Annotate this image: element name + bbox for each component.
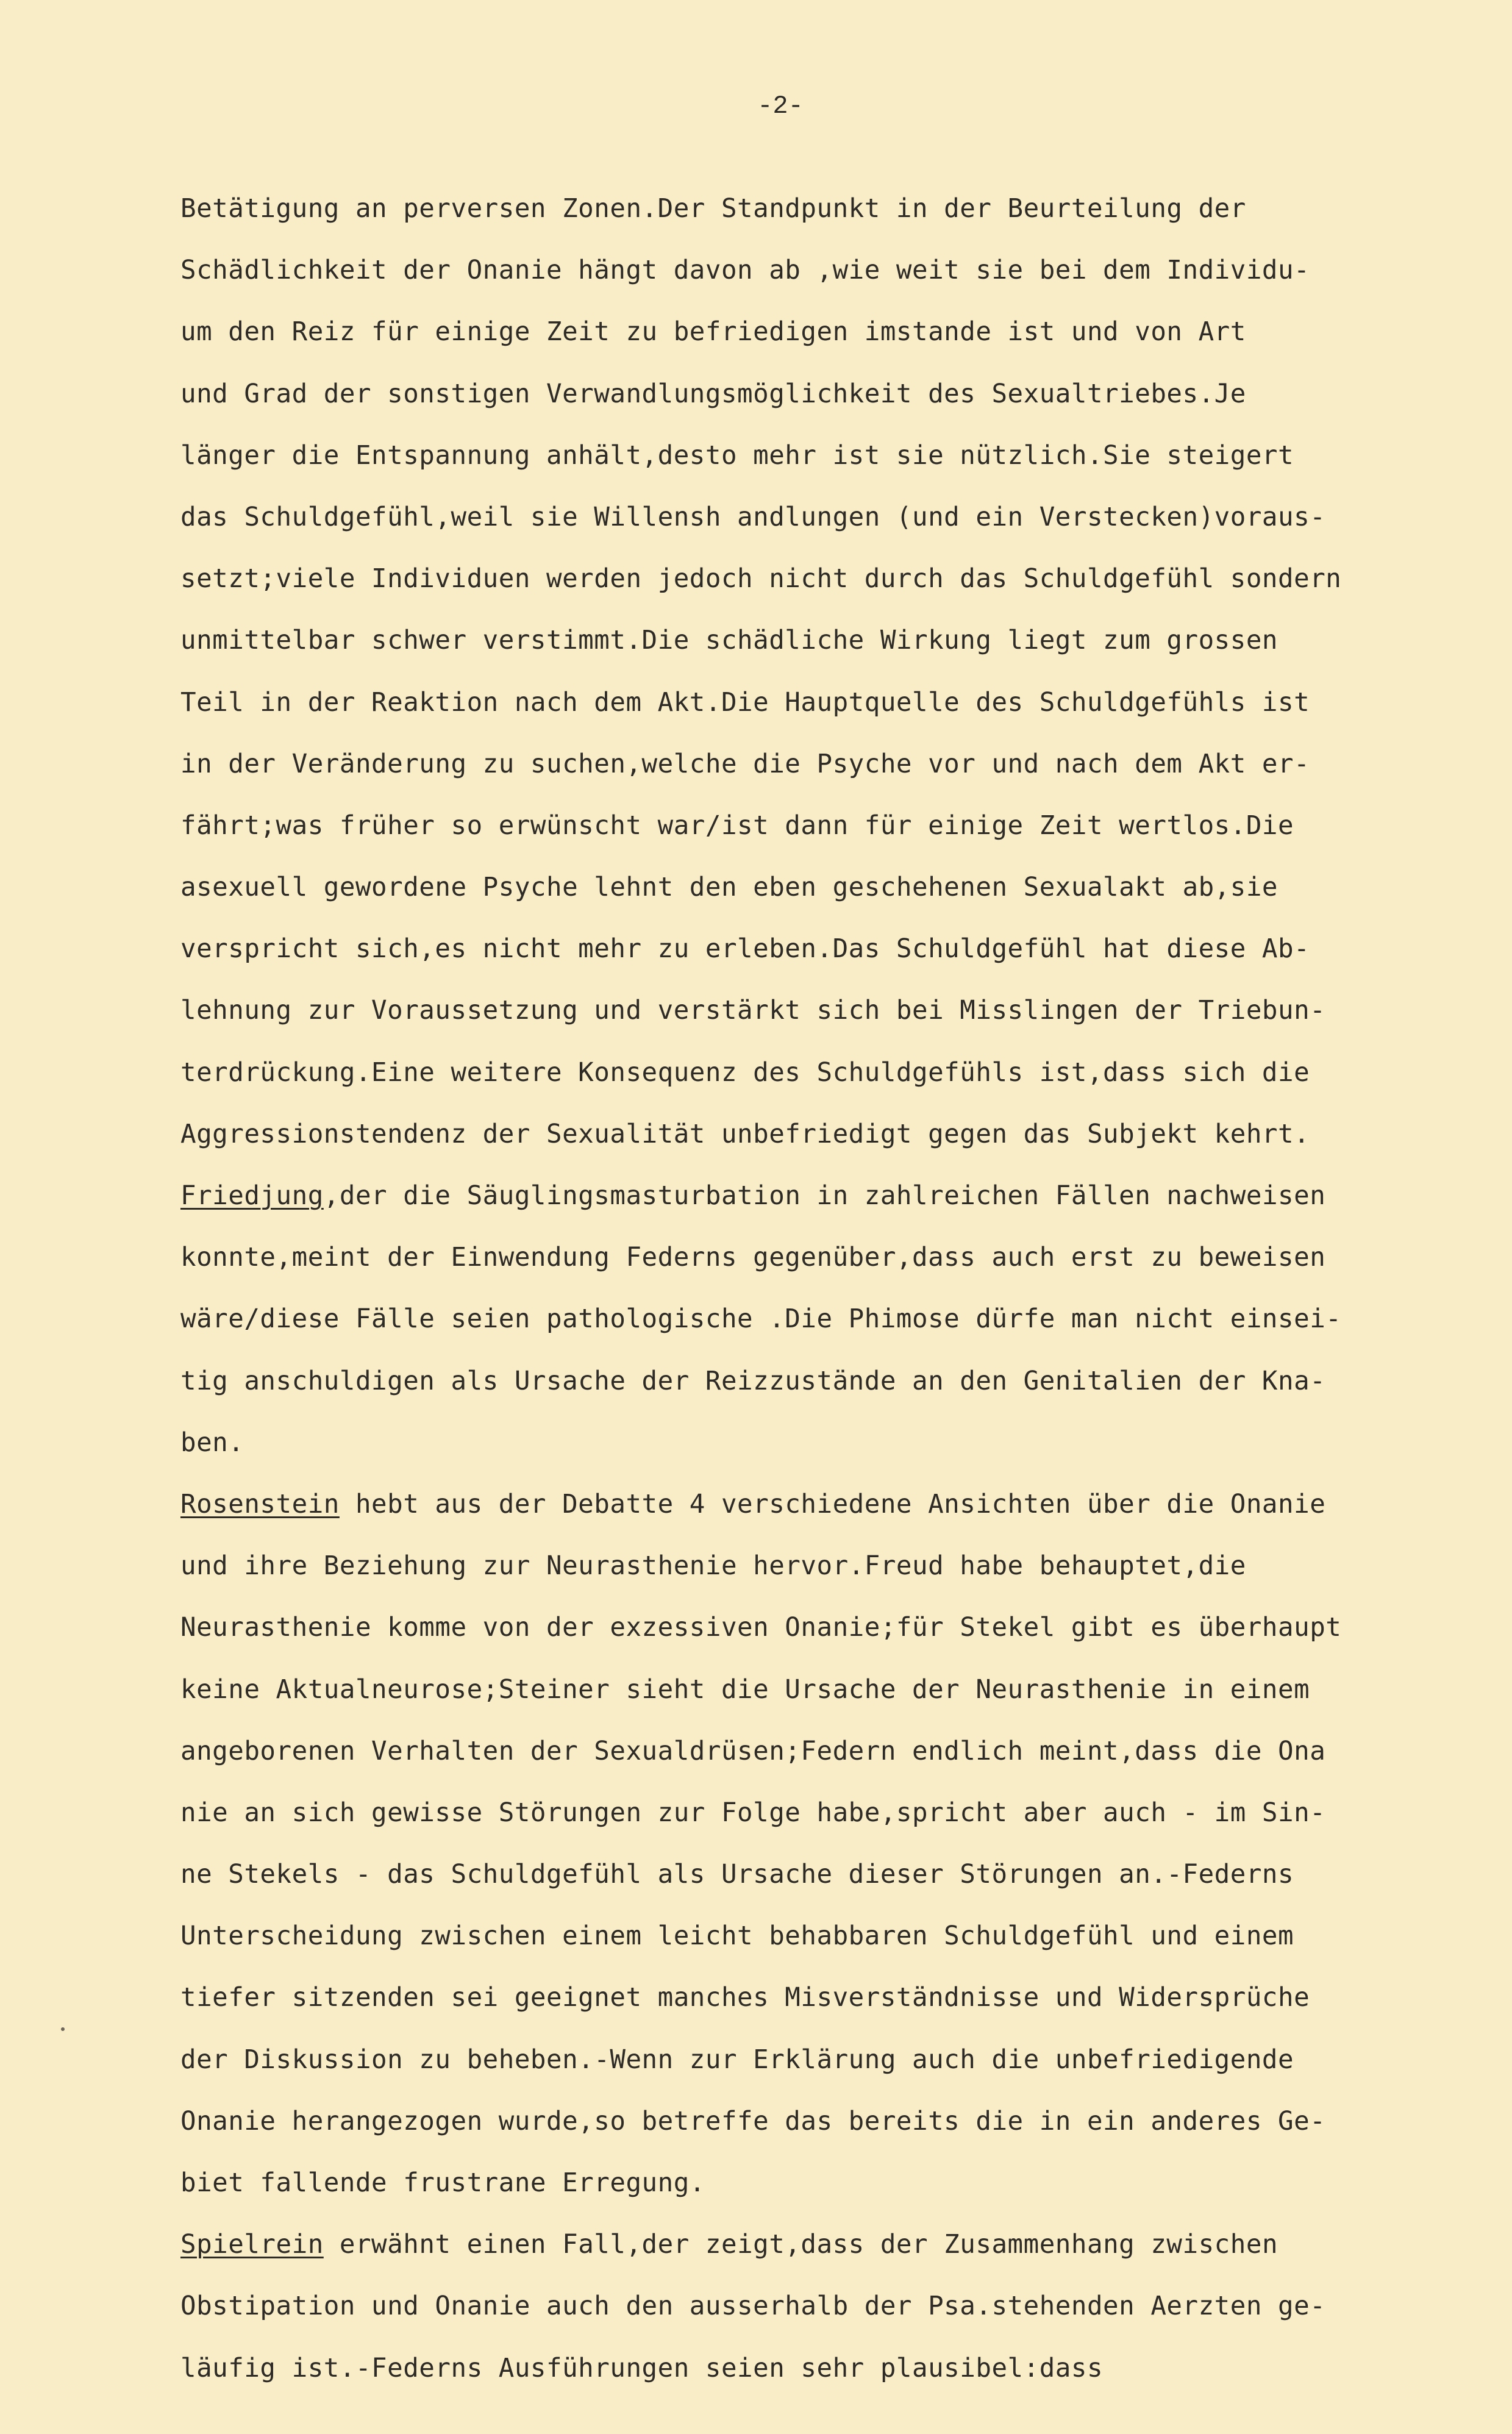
text-line: ben. xyxy=(180,1427,244,1458)
text-line: der Diskussion zu beheben.-Wenn zur Erklärung auch die unbefriedigende xyxy=(180,2044,1294,2075)
text-line: konnte,meint der Einwendung Federns gegenüber,dass auch erst zu beweisen xyxy=(180,1243,1326,1273)
text-line: fährt;was früher so erwünscht war/ist dann für einige Zeit wertlos.Die xyxy=(180,810,1294,841)
text-line: länger die Entspannung anhält,desto mehr ist sie nützlich.Sie steigert xyxy=(180,440,1294,471)
text-line: angeborenen Verhalten der Sexualdrüsen;Federn endlich meint,dass die Ona xyxy=(180,1736,1326,1766)
speaker-name: Friedjung xyxy=(180,1181,324,1211)
text-line: läufig ist.-Federns Ausführungen seien sehr plausibel:dass xyxy=(180,2353,1104,2383)
text-line: Neurasthenie komme von der exzessiven Onanie;für Stekel gibt es überhaupt xyxy=(180,1613,1342,1643)
text-line: in der Veränderung zu suchen,welche die Psyche vor und nach dem Akt er- xyxy=(180,749,1310,779)
text-line: tig anschuldigen als Ursache der Reizzustände an den Genitalien der Kna- xyxy=(180,1366,1326,1396)
text-line: unmittelbar schwer verstimmt.Die schädliche Wirkung liegt zum grossen xyxy=(180,626,1278,656)
text-line: terdrückung.Eine weitere Konsequenz des Schuldgefühls ist,dass sich die xyxy=(180,1057,1310,1088)
page-number: -2- xyxy=(757,91,804,121)
text-line: Unterscheidung zwischen einem leicht behabbaren Schuldgefühl und einem xyxy=(180,1921,1294,1952)
text-line: um den Reiz für einige Zeit zu befriedigen imstande ist und von Art xyxy=(180,317,1246,348)
text-line: asexuell gewordene Psyche lehnt den eben geschehenen Sexualakt ab,sie xyxy=(180,873,1278,903)
text-line: Friedjung,der die Säuglingsmasturbation in zahlreichen Fällen nachweisen xyxy=(180,1181,1326,1211)
text-line: setzt;viele Individuen werden jedoch nicht durch das Schuldgefühl sondern xyxy=(180,564,1342,594)
text-line: das Schuldgefühl,weil sie Willensh andlungen (und ein Verstecken)voraus- xyxy=(180,502,1326,532)
text-line: verspricht sich,es nicht mehr zu erleben.Das Schuldgefühl hat diese Ab- xyxy=(180,934,1310,965)
text-line: keine Aktualneurose;Steiner sieht die Ursache der Neurasthenie in einem xyxy=(180,1674,1310,1705)
text-line: Onanie herangezogen wurde,so betreffe das bereits die in ein anderes Ge- xyxy=(180,2106,1326,2136)
text-line: Schädlichkeit der Onanie hängt davon ab ,wie weit sie bei dem Individu- xyxy=(180,255,1310,286)
body-text xyxy=(180,178,1510,2399)
text-line: nie an sich gewisse Störungen zur Folge habe,spricht aber auch - im Sin- xyxy=(180,1797,1326,1828)
text-line: biet fallende frustrane Erregung. xyxy=(180,2168,705,2198)
text-line: Teil in der Reaktion nach dem Akt.Die Hauptquelle des Schuldgefühls ist xyxy=(180,687,1310,718)
text-line: Rosenstein hebt aus der Debatte 4 verschiedene Ansichten über die Onanie xyxy=(180,1489,1326,1519)
paper-speck xyxy=(61,2027,65,2031)
text-line: Betätigung an perversen Zonen.Der Standpunkt in der Beurteilung der xyxy=(180,194,1246,224)
text-line: wäre/diese Fälle seien pathologische .Die Phimose dürfe man nicht einsei- xyxy=(180,1304,1342,1335)
text-line: tiefer sitzenden sei geeignet manches Misverständnisse und Widersprüche xyxy=(180,1983,1310,2013)
text-line: ne Stekels - das Schuldgefühl als Ursache dieser Störungen an.-Federns xyxy=(180,1860,1294,1890)
text-line: Aggressionstendenz der Sexualität unbefriedigt gegen das Subjekt kehrt. xyxy=(180,1119,1310,1149)
text-line: und ihre Beziehung zur Neurasthenie hervor.Freud habe behauptet,die xyxy=(180,1551,1246,1582)
text-line: Obstipation und Onanie auch den ausserhalb der Psa.stehenden Aerzten ge- xyxy=(180,2291,1326,2322)
speaker-name: Spielrein xyxy=(180,2230,324,2260)
text-line: Spielrein erwähnt einen Fall,der zeigt,dass der Zusammenhang zwischen xyxy=(180,2230,1278,2260)
speaker-name: Rosenstein xyxy=(180,1489,340,1519)
text-line: und Grad der sonstigen Verwandlungsmöglichkeit des Sexualtriebes.Je xyxy=(180,379,1246,409)
text-line: lehnung zur Voraussetzung und verstärkt sich bei Misslingen der Triebun- xyxy=(180,996,1326,1026)
